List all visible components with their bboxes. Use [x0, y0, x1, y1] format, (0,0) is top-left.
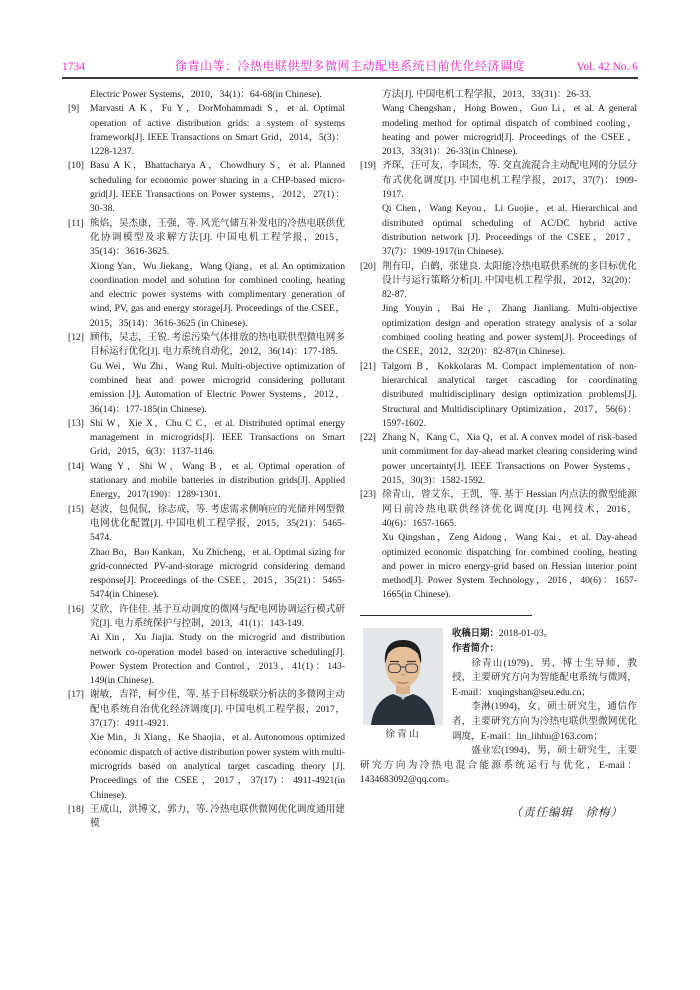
reference-number: [13] [68, 417, 84, 429]
photo-caption: 徐青山 [385, 728, 421, 740]
reference-text: Xiong Yan，Wu Jiekang，Wang Qiang，et al. An optimization coordination model and solution for combined cooling, heating and electric power systems with complimentary generation of wind, PV, gas and energy storage[J]. Proceedings of the CSEE，2015，35(14)：3616-3625 (in Chinese). [90, 260, 345, 329]
reference-number: [20] [360, 260, 376, 272]
biography-separator [360, 615, 532, 616]
running-title: 徐青山等：冷热电联供型多微网主动配电系统日前优化经济调度 [174, 59, 525, 73]
reference-text: Xu Qingshan，Zeng Aidong，Wang Kai，et al. Day-ahead optimized economic dispatching for combined cooling, heating and power in micro energy-grid based on Hessian interior point method[J]. Power System Technology，2016，40(6)：1657-1665(in Chinese). [382, 532, 637, 601]
editor-note: （责任编辑 徐梅） [510, 806, 623, 819]
reference-number: [22] [360, 432, 376, 444]
reference-number: [19] [360, 160, 376, 172]
reference-text: 徐青山，曾艾东，王凯，等. 基于 Hessian 内点法的微型能源网日前冷热电联供经济优化调度[J]. 电网技术，2016，40(6)：1657-1665. [382, 489, 637, 529]
author-bio-paragraph: 徐青山(1979)，男，博士生导师，教授，主要研究方向为智能配电系统与微网，E-mail：xuqingshan@seu.edu.cn； [452, 657, 637, 698]
reference-text: 方法[J]. 中国电机工程学报，2013，33(31)：26-33. [382, 89, 592, 100]
reference-entry [360, 302, 637, 359]
reference-entry [68, 803, 345, 832]
reference-text: 荆有印，白鹤，张建良. 太阳能冷热电联供系统的多目标优化设计与运行策略分析[J]. 中国电机工程学报，2012，32(20)：82-87. [382, 260, 637, 301]
reference-entry [68, 603, 345, 632]
reference-text: Ai Xin，Xu Jiajia. Study on the microgrid and distribution network co-operation model based on interactive scheduling[J]. Power System Protection and Control，2013，41(1)：143-149(in Chinese). [90, 632, 345, 687]
reference-number: [10] [68, 160, 84, 172]
reference-number: [12] [68, 332, 84, 344]
reference-text: 谢敏，吉祥，柯少佳，等. 基于目标级联分析法的多微网主动配电系统自治优化经济调度[J]. 中国电机工程学报，2017，37(17)：4911-4921. [90, 689, 345, 730]
reference-entry [360, 202, 637, 259]
reference-entry [68, 417, 345, 460]
reference-entry [360, 360, 637, 431]
reference-entry [360, 260, 637, 303]
header-rule [62, 77, 638, 79]
reference-text: Gu Wei，Wu Zhi，Wang Rui. Multi-objective optimization of combined heat and power microgrid considering pollutant emission [J]. Automation of Electric Power Systems，2012，36(14)：177-185(in Chinese). [90, 360, 345, 415]
reference-text: 熊焰，吴杰康，王强，等. 风光气储互补发电的冷热电联供优化协调模型及求解方法[J]. 中国电机工程学报，2015，35(14)：3616-3625. [90, 217, 345, 258]
author-photo-block [362, 628, 444, 743]
reference-entry [68, 260, 345, 331]
volume-issue: Vol. 42 No. 6 [576, 61, 638, 73]
reference-entry [68, 503, 345, 546]
author-biography [360, 626, 637, 821]
reference-number: [23] [360, 489, 376, 501]
reference-text: Wang Y，Shi W，Wang B，et al. Optimal operation of stationary and mobile batteries in distribution grids[J]. Applied Energy，2017(190)：1289-1301. [90, 460, 345, 501]
received-date-label: 收稿日期： [452, 626, 499, 638]
reference-entry [68, 217, 345, 260]
reference-text: Basu A K，Bhattacharya A，Chowdhury S，et al. Planned scheduling for economic power sharing in a CHP-based micro-grid[J]. IEEE Transactions on Power systems，2012，27(1)：30-38. [90, 160, 345, 215]
reference-entry [68, 546, 345, 603]
reference-text: 赵波，包侃侃，徐志成，等. 考虑需求侧响应的光储并网型微电网优化配置[J]. 中国电机工程学报，2015，35(21)：5465-5474. [90, 503, 345, 544]
reference-entry [68, 631, 345, 688]
reference-entry [360, 488, 637, 531]
reference-entry [68, 731, 345, 802]
reference-number: [11] [68, 217, 84, 229]
reference-text: Wang Chengshan，Hong Bowen，Guo Li，et al. A general modeling method for optimal dispatch of combined cooling，heating and power microgrid[J]. Proceedings of the CSEE，2013，33(31)：26-33(in Chinese). [382, 103, 637, 158]
reference-text: Marvasti A K，Fu Y，DorMohammadi S，et al. Optimal operation of active distribution grids: a system of systems framework[J]. IEEE Transactions on Smart Grid，2014，5(3)：1228-1237. [90, 103, 345, 158]
reference-entry [68, 102, 345, 159]
running-head [62, 57, 638, 74]
reference-entry [68, 360, 345, 417]
reference-text: 王成山，洪博文，郭力，等. 冷热电联供微网优化调度通用建模 [90, 803, 345, 830]
right-column [360, 88, 637, 831]
reference-entry [68, 331, 345, 360]
author-bio-paragraph: 盛业宏(1994)，男，硕士研究生，主要研究方向为冷热电混合能源系统运行与优化，E-mail：1434683092@qq.com。 [360, 745, 637, 786]
reference-number: [18] [68, 803, 84, 815]
reference-entry [360, 102, 637, 159]
reference-number: [16] [68, 603, 84, 615]
author-intro-label: 作者简介： [452, 642, 499, 654]
reference-entry [360, 159, 637, 202]
right-column-references [360, 88, 637, 603]
reference-text: Zhao Bo，Bao Kankan，Xu Zhicheng，et al. Optimal sizing for grid-connected PV-and-storage microgrid considering demand response[J]. Proceedings of the CSEE，2015，35(21)：5465-5474(in Chinese). [90, 546, 345, 601]
reference-entry [360, 531, 637, 602]
reference-text: Zhang N，Kang C，Xia Q，et al. A convex model of risk-based unit commitment for day-ahead market clearing considering wind power uncertainty[J]. IEEE Transactions on Power Systems，2015，30(3)：1582-1592. [382, 432, 637, 487]
reference-text: 顾伟，吴志，王锐. 考虑污染气体排放的热电联供型微电网多目标运行优化[J]. 电力系统自动化，2012，36(14)：177-185. [90, 332, 345, 358]
reference-entry [68, 460, 345, 503]
author-portrait-photo [363, 628, 443, 725]
reference-text: 艾欣，许佳佳. 基于互动调度的微网与配电网协调运行模式研究[J]. 电力系统保护与控制，2013，41(1)：143-149. [90, 603, 345, 629]
reference-text: Xie Min，Ji Xiang，Ke Shaojia，et al. Autonomous optimized economic dispatch of active distribution power system with multi-microgrids based on analytical target cascading theory [J]. Proceedings of the CSEE，2017，37(17)：4911-4921(in Chinese). [90, 732, 345, 801]
reference-number: [14] [68, 460, 84, 472]
reference-entry [360, 88, 637, 102]
reference-text: Qi Chen，Wang Keyou，Li Guojie，et al. Hierarchical and distributed optimal scheduling of AC/DC hybrid active distribution network [J]. Proceedings of the CSEE，2017，37(7)：1909-1917(in Chinese). [382, 203, 637, 258]
reference-entry [68, 688, 345, 731]
author-bio-paragraph: 李淋(1994)，女，硕士研究生，通信作者，主要研究方向为冷热电联供型微网优化调度，E-mail：lin_lihhu@163.com； [452, 701, 637, 742]
reference-text: Electric Power Systems，2010，34(1)：64-68(in Chinese). [90, 89, 322, 100]
reference-entry [68, 88, 345, 102]
reference-number: [15] [68, 503, 84, 515]
reference-entry [68, 159, 345, 216]
reference-number: [9] [68, 103, 80, 115]
left-column [68, 88, 345, 831]
reference-text: 齐琛，汪可友，李国杰，等. 交直流混合主动配电网的分层分布式优化调度[J]. 中国电机工程学报，2017，37(7)：1909-1917. [382, 160, 637, 201]
reference-columns [68, 88, 637, 831]
reference-text: Shi W，Xie X，Chu C C，et al. Distributed optimal energy management in microgrids[J]. IEEE Transactions on Smart Grid，2015，6(3)：1137-1146. [90, 417, 345, 458]
received-date-value: 2018-01-03。 [498, 627, 554, 639]
reference-text: Jing Youyin，Bai He，Zhang Jianliang. Multi-objective optimization design and operation strategy analysis of a solar combined cooling heating and power system[J]. Proceedings of the CSEE，2012，32(20)：82-87(in Chinese). [382, 303, 637, 358]
page-number: 1734 [62, 61, 85, 73]
reference-number: [21] [360, 360, 376, 372]
reference-text: Talgorn B，Kokkolaras M. Compact implementation of non-hierarchical analytical target cascading for coordinating distributed multidisciplinary design optimization problems[J]. Structural and Multidisciplinary Optimization，2017，56(6)：1597-1602. [382, 360, 637, 429]
reference-entry [360, 431, 637, 488]
reference-number: [17] [68, 689, 84, 701]
